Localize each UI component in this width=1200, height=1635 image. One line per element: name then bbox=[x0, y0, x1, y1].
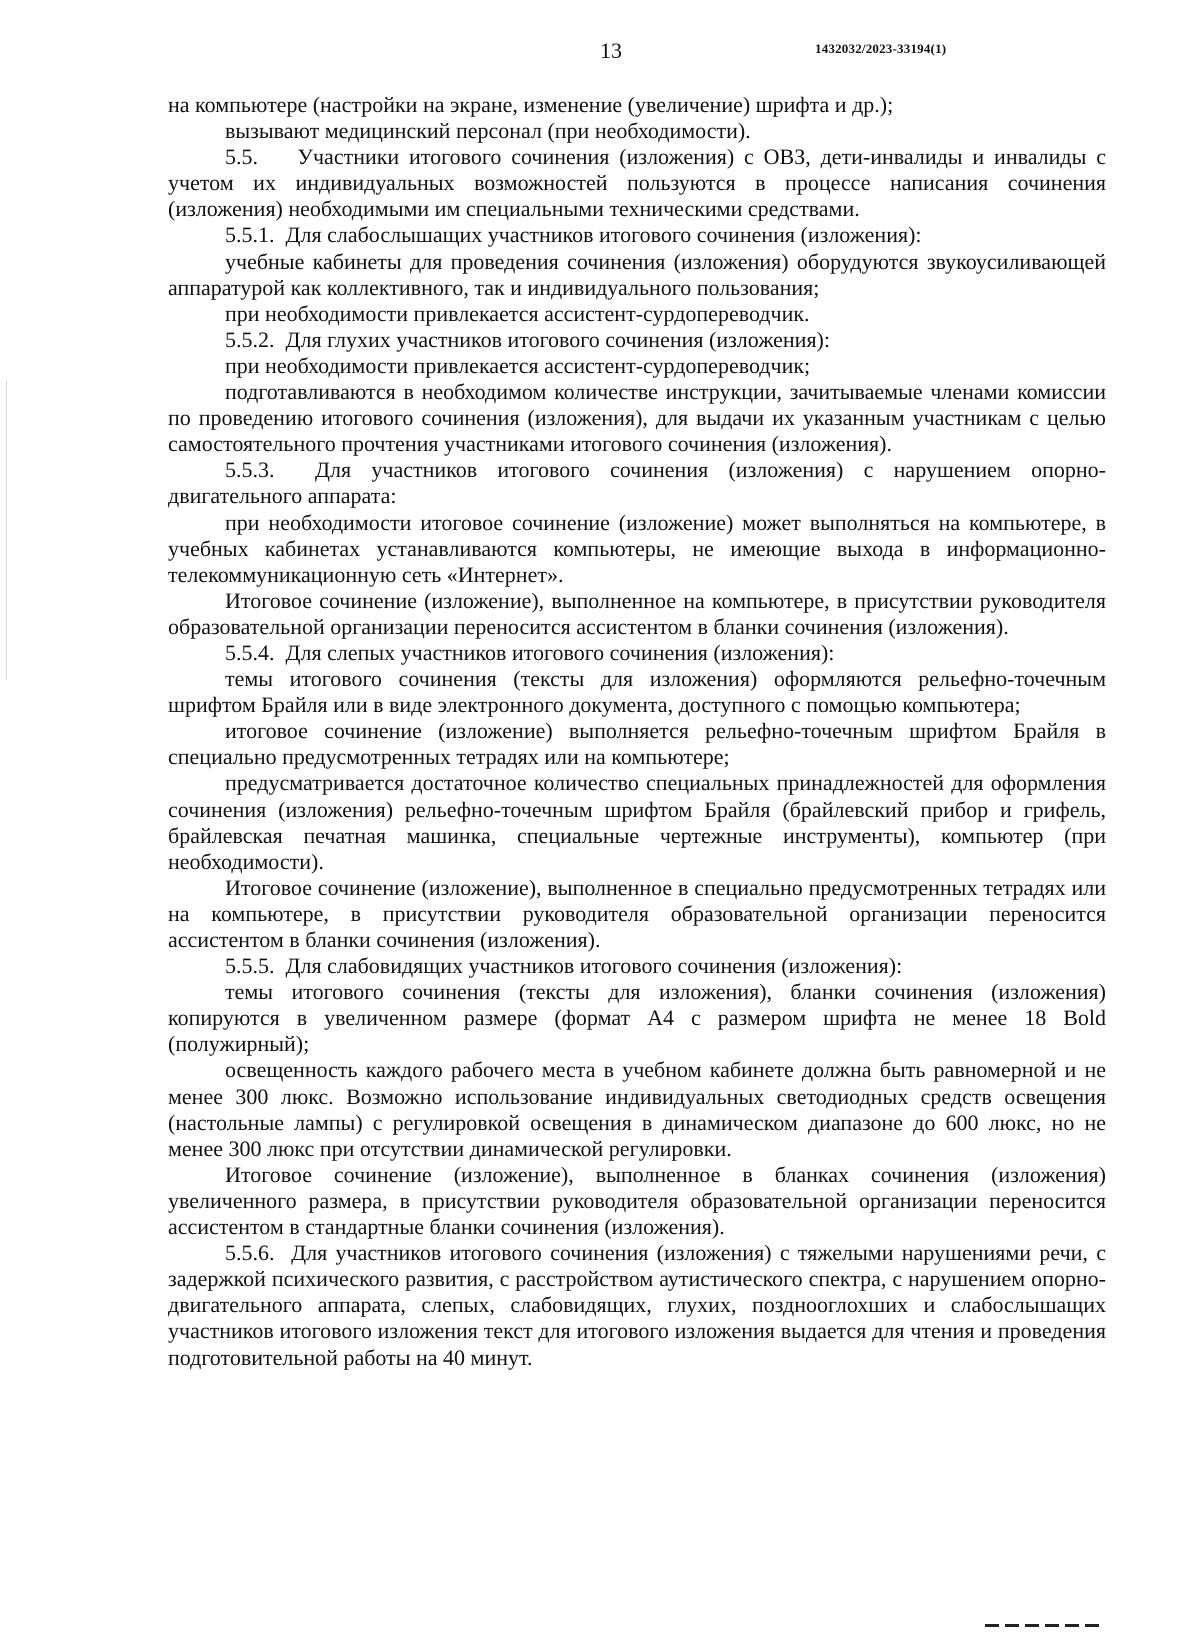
paragraph: 5.5.3. Для участников итогового сочинения (изложения) с нарушением опорно-двигательного аппарата: bbox=[168, 457, 1106, 509]
paragraph: предусматривается достаточное количество специальных принадлежностей для оформления сочинения (изложения) рельефно-точечным шрифтом Брайля (брайлевский прибор и грифель, брайлевская печатная машинка, специальные чертежные инструменты), компьютер (при необходимости). bbox=[168, 770, 1106, 874]
paragraph: при необходимости итоговое сочинение (изложение) может выполняться на компьютере, в учебных кабинетах устанавливаются компьютеры, не имеющие выхода в информационно-телекоммуникационную сеть «Интернет». bbox=[168, 509, 1106, 587]
paragraph: Итоговое сочинение (изложение), выполненное в специально предусмотренных тетрадях или на компьютере, в присутствии руководителя образовательной организации переносится ассистентом в бланки сочинения (изложения). bbox=[168, 874, 1106, 952]
scan-bottom-mark bbox=[985, 1624, 1105, 1627]
paragraph: 5.5.6. Для участников итогового сочинения (изложения) с тяжелыми нарушениями речи, с задержкой психического развития, с расстройством аутистического спектра, с нарушением опорно-двигательного аппарата, слепых, слабовидящих, глухих, позднооглохших и слабослышащих участников итогового изложения текст для итогового изложения выдается для чтения и проведения подготовительной работы на 40 минут. bbox=[168, 1240, 1106, 1370]
paragraph: 5.5.2. Для глухих участников итогового сочинения (изложения): bbox=[225, 326, 830, 352]
document-body bbox=[168, 92, 1106, 1371]
document-id: 1432032/2023-33194(1) bbox=[815, 41, 947, 56]
paragraph: 5.5.5. Для слабовидящих участников итогового сочинения (изложения): bbox=[225, 953, 903, 979]
paragraph: темы итогового сочинения (тексты для изложения) оформляются рельефно-точечным шрифтом Брайля или в виде электронного документа, доступного с помощью компьютера; bbox=[168, 666, 1106, 718]
page-number: 13 bbox=[600, 38, 622, 63]
paragraph: освещенность каждого рабочего места в учебном кабинете должна быть равномерной и не менее 300 люкс. Возможно использование индивидуальных светодиодных средств освещения (настольные лампы) с регулировкой освещения в динамическом диапазоне до 600 люкс, но не менее 300 люкс при отсутствии динамической регулировки. bbox=[168, 1057, 1106, 1161]
paragraph: на компьютере (настройки на экране, изменение (увеличение) шрифта и др.); bbox=[168, 92, 894, 117]
scan-margin-line bbox=[6, 380, 7, 680]
paragraph: учебные кабинеты для проведения сочинения (изложения) оборудуются звукоусиливающей аппаратурой как коллективного, так и индивидуального пользования; bbox=[168, 248, 1106, 300]
paragraph: итоговое сочинение (изложение) выполняется рельефно-точечным шрифтом Брайля в специально предусмотренных тетрадях или на компьютере; bbox=[168, 718, 1106, 770]
paragraph: при необходимости привлекается ассистент-сурдопереводчик. bbox=[225, 300, 810, 326]
paragraph: 5.5. Участники итогового сочинения (изложения) с ОВЗ, дети-инвалиды и инвалиды с учетом их индивидуальных возможностей пользуются в процессе написания сочинения (изложения) необходимыми им специальными техническими средствами. bbox=[168, 144, 1106, 222]
paragraph: 5.5.4. Для слепых участников итогового сочинения (изложения): bbox=[225, 639, 835, 665]
paragraph: вызывают медицинский персонал (при необходимости). bbox=[225, 118, 751, 144]
paragraph: подготавливаются в необходимом количестве инструкции, зачитываемые членами комиссии по проведению итогового сочинения (изложения), для выдачи их указанным участникам с целью самостоятельного прочтения участниками итогового сочинения (изложения). bbox=[168, 379, 1106, 457]
paragraph: Итоговое сочинение (изложение), выполненное в бланках сочинения (изложения) увеличенного размера, в присутствии руководителя образовательной организации переносится ассистентом в стандартные бланки сочинения (изложения). bbox=[168, 1161, 1106, 1240]
paragraph: при необходимости привлекается ассистент-сурдопереводчик; bbox=[225, 352, 811, 378]
paragraph: 5.5.1. Для слабослышащих участников итогового сочинения (изложения): bbox=[225, 222, 922, 248]
paragraph: темы итогового сочинения (тексты для изложения), бланки сочинения (изложения) копируются в увеличенном размере (формат А4 с размером шрифта не менее 18 Bold (полужирный); bbox=[168, 979, 1106, 1057]
paragraph: Итоговое сочинение (изложение), выполненное на компьютере, в присутствии руководителя образовательной организации переносится ассистентом в бланки сочинения (изложения). bbox=[168, 587, 1106, 639]
